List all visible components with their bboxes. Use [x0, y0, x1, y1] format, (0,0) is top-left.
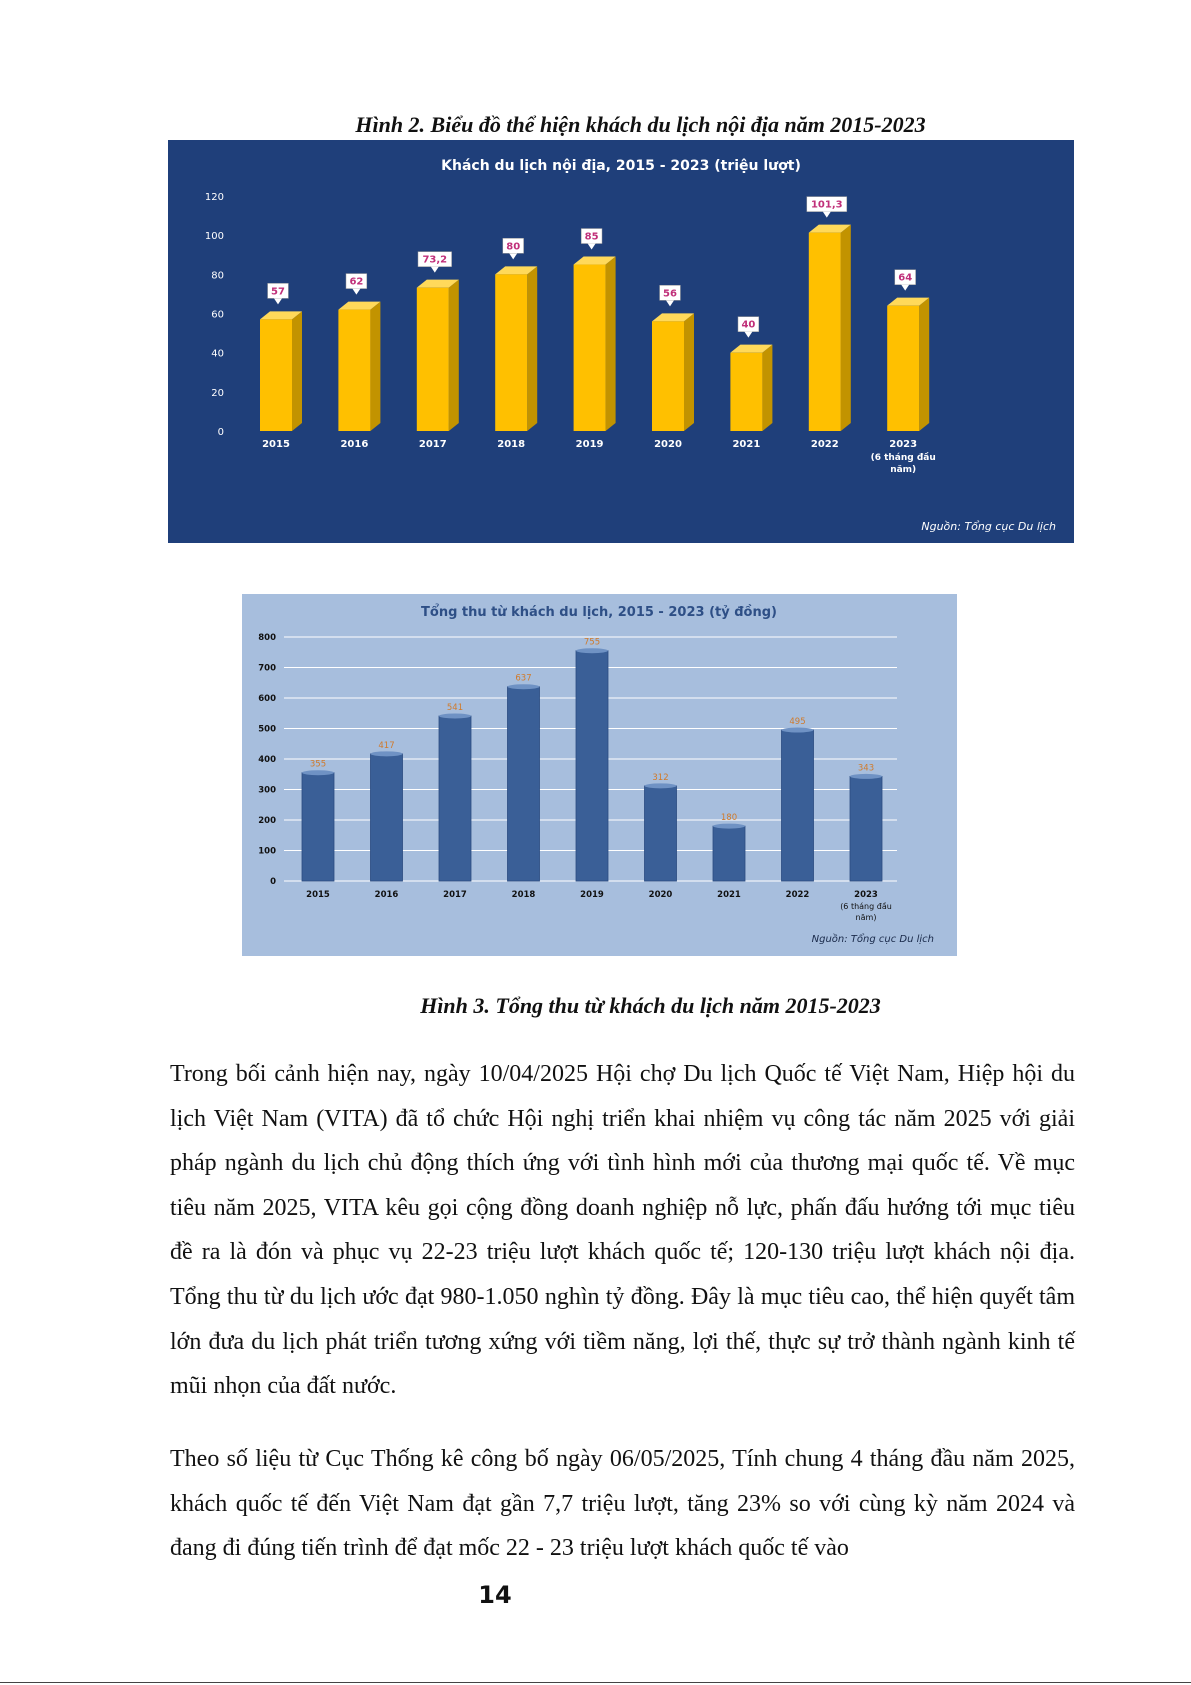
bar-side	[919, 298, 929, 431]
y-tick-label: 120	[204, 192, 224, 203]
bar	[713, 826, 745, 881]
x-tick-label: 2020	[654, 439, 682, 450]
bar	[508, 687, 540, 881]
x-tick-label: 2019	[580, 890, 604, 900]
data-label: 495	[789, 717, 806, 728]
x-tick-sublabel: (6 tháng đầu	[840, 902, 892, 911]
chart-title: Khách du lịch nội địa, 2015 - 2023 (triệu lượt)	[441, 158, 801, 174]
bar	[809, 233, 841, 431]
x-tick-label: 2023	[889, 439, 918, 450]
y-tick-label: 700	[258, 663, 276, 674]
x-tick-label: 2016	[340, 439, 369, 450]
x-tick-label: 2015	[262, 439, 290, 450]
chart-source-note: Nguồn: Tổng cục Du lịch	[921, 520, 1056, 533]
figure-3-caption: Hình 3. Tổng thu từ khách du lịch năm 2015-2023	[420, 993, 881, 1018]
bar	[439, 716, 471, 881]
data-label-pointer	[274, 298, 282, 304]
x-tick-label: 2022	[785, 890, 810, 900]
bar	[730, 353, 762, 431]
data-label-pointer	[431, 267, 439, 273]
x-tick-sublabel: năm)	[855, 913, 877, 922]
data-label: 355	[309, 759, 327, 770]
bar-side	[292, 311, 302, 431]
data-label-pointer	[509, 253, 517, 259]
bar-top	[439, 713, 471, 718]
x-tick-label: 2017	[443, 890, 467, 900]
data-label: 80	[506, 241, 521, 253]
y-tick-label: 600	[258, 694, 276, 704]
data-label: 56	[663, 288, 677, 300]
bar-side	[606, 257, 616, 431]
bar	[887, 306, 919, 431]
domestic-tourists-chart	[168, 140, 1074, 543]
data-label: 343	[857, 763, 875, 774]
bar	[574, 265, 606, 431]
bar	[417, 288, 449, 431]
bar	[652, 321, 684, 431]
data-label: 62	[349, 276, 364, 288]
x-tick-label: 2020	[648, 890, 673, 900]
data-label: 180	[720, 813, 738, 824]
data-label: 312	[652, 772, 669, 783]
bar-top	[713, 824, 745, 829]
x-tick-sublabel: năm)	[890, 465, 917, 475]
data-label-pointer	[901, 285, 909, 291]
tourism-revenue-chart-svg	[242, 594, 957, 956]
x-tick-label: 2022	[810, 439, 839, 450]
bar-top	[371, 751, 403, 756]
x-tick-label: 2019	[575, 439, 604, 450]
y-tick-label: 800	[258, 633, 276, 643]
x-tick-label: 2018	[511, 890, 536, 900]
y-tick-label: 500	[258, 724, 276, 735]
x-tick-sublabel: (6 tháng đầu	[870, 453, 936, 463]
data-label: 755	[583, 637, 601, 648]
data-label: 57	[271, 286, 285, 298]
x-tick-label: 2018	[497, 439, 526, 450]
data-label: 85	[584, 231, 599, 243]
y-tick-label: 40	[211, 348, 224, 360]
y-tick-label: 20	[211, 387, 224, 399]
x-tick-label: 2023	[854, 890, 878, 900]
data-label-pointer	[666, 300, 674, 306]
bar-side	[762, 345, 772, 431]
data-label: 417	[378, 740, 395, 751]
chart-title: Tổng thu từ khách du lịch, 2015 - 2023 (tỷ đồng)	[421, 605, 777, 620]
bar-top	[782, 728, 814, 733]
data-label-pointer	[823, 212, 831, 218]
chart-source-note: Nguồn: Tổng cục Du lịch	[811, 934, 934, 945]
y-tick-label: 300	[258, 785, 276, 796]
x-tick-label: 2021	[732, 439, 761, 450]
y-tick-label: 80	[211, 270, 224, 282]
body-paragraph-2: Theo số liệu từ Cục Thống kê công bố ngày 06/05/2025, Tính chung 4 tháng đầu năm 2025, khách quốc tế đến Việt Nam đạt gần 7,7 triệu lượt, tăng 23% so với cùng kỳ năm 2024 và đang đi đúng tiến trình để đạt mốc 22 - 23 triệu lượt khách quốc tế vào	[170, 1446, 1075, 1562]
data-label: 64	[898, 272, 913, 284]
body-paragraph-1: Trong bối cảnh hiện nay, ngày 10/04/2025 Hội chợ Du lịch Quốc tế Việt Nam, Hiệp hội du lịch Việt Nam (VITA) đã tổ chức Hội nghị triển khai nhiệm vụ công tác năm 2025 với giải pháp ngành du lịch chủ động thích ứng với tình hình mới của thương mại quốc tế. Về mục tiêu năm 2025, VITA kêu gọi cộng đồng doanh nghiệp nỗ lực, phấn đấu hướng tới mục tiêu đề ra là đón và phục vụ 22-23 triệu lượt khách quốc tế; 120-130 triệu lượt khách nội địa. Tổng thu từ du lịch ước đạt 980-1.050 nghìn tỷ đồng. Đây là mục tiêu cao, thể hiện quyết tâm lớn đưa du lịch phát triển tương xứng với tiềm năng, lợi thế, thực sự trở thành ngành kinh tế mũi nhọn của đất nước.	[170, 1061, 1075, 1400]
y-tick-label: 200	[258, 816, 276, 826]
y-tick-label: 0	[270, 877, 276, 887]
y-tick-label: 400	[258, 755, 276, 765]
bar-top	[302, 770, 334, 775]
y-tick-label: 100	[204, 231, 224, 243]
bar-top	[576, 648, 608, 653]
data-label-pointer	[352, 289, 360, 295]
figure-2-caption: Hình 2. Biểu đồ thể hiện khách du lịch nội địa năm 2015-2023	[355, 112, 926, 137]
bar-top	[850, 774, 882, 779]
domestic-tourists-chart-svg	[168, 140, 1074, 543]
data-label-pointer	[744, 332, 752, 338]
x-tick-label: 2021	[717, 890, 741, 900]
bar-side	[841, 225, 851, 431]
bar-side	[684, 313, 694, 431]
bar	[782, 730, 814, 881]
bar	[260, 319, 292, 431]
bar-side	[527, 266, 537, 431]
bar-top	[508, 684, 540, 689]
data-label: 40	[741, 319, 756, 331]
bar	[338, 310, 370, 431]
bar-top	[645, 783, 677, 788]
bar	[495, 274, 527, 431]
data-label: 541	[446, 702, 464, 713]
bar	[645, 786, 677, 881]
bar	[302, 773, 334, 881]
x-tick-label: 2015	[306, 890, 330, 900]
x-tick-label: 2017	[418, 439, 447, 450]
page-number: 14	[478, 1581, 512, 1609]
bar-side	[370, 302, 380, 431]
bar	[576, 651, 608, 881]
bar	[371, 754, 403, 881]
y-tick-label: 0	[217, 427, 224, 438]
page-bottom-rule	[0, 1682, 1191, 1683]
x-tick-label: 2016	[374, 890, 399, 900]
tourism-revenue-chart	[242, 594, 957, 956]
data-label: 73,2	[422, 254, 448, 266]
bar	[850, 776, 882, 881]
bar-side	[449, 280, 459, 431]
y-tick-label: 60	[211, 309, 224, 321]
y-tick-label: 100	[258, 846, 276, 857]
data-label: 637	[515, 673, 532, 684]
data-label-pointer	[588, 244, 596, 250]
data-label: 101,3	[810, 199, 843, 211]
